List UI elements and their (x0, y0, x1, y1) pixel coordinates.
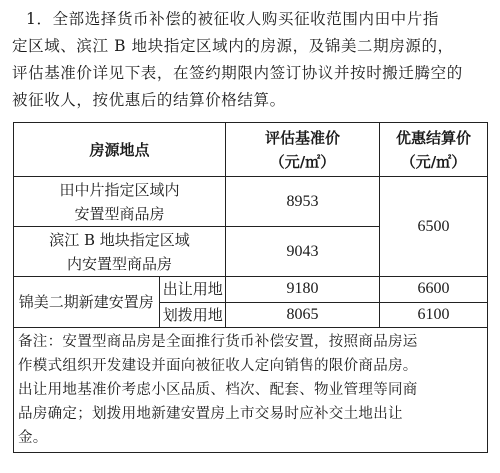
base-price-allocated: 8065 (286, 305, 319, 323)
table-header-row (14, 123, 488, 177)
land-type-allocated: 划拨用地 (162, 305, 223, 324)
jinmei-base-price-cell (226, 277, 380, 328)
price-table (13, 122, 488, 453)
header-base-price: 评估基准价 （元/㎡） (226, 123, 380, 177)
paragraph-line: 被征收人，按优惠后的结算价格结算。 (12, 91, 286, 109)
note-line: 作模式组织开发建设并面向被征收人定向销售的限价商品房。 (18, 358, 418, 374)
note-line: 出让用地基准价考虑小区品质、档次、配套、物业管理等同商 (18, 382, 418, 398)
paragraph-line: 评估基准价详见下表，在签约期限内签订协议并按时搬迁腾空的 (12, 64, 463, 82)
header-location: 房源地点 (14, 123, 226, 177)
header-discount-price: 优惠结算价 （元/㎡） (380, 123, 488, 177)
base-price-granted: 9180 (226, 277, 379, 302)
note-line: 备注：安置型商品房是全面推行货币补偿安置，按照商品房运 (18, 334, 418, 350)
table-note-row (14, 328, 488, 453)
shared-discount-price: 6500 (380, 177, 488, 277)
land-type-granted: 出让用地 (159, 277, 226, 302)
jinmei-subtable (14, 277, 226, 327)
table-row-jinmei (14, 277, 488, 328)
note-line: 金。 (18, 430, 48, 446)
discount-price-granted: 6600 (380, 277, 487, 302)
note-line: 品房确定；划拨用地新建安置房上市交易时应补交土地出让 (18, 406, 403, 422)
row-base-price: 8953 (226, 177, 380, 227)
jinmei-location-cell (14, 277, 226, 328)
paragraph-line: 定区域、滨江 B 地块指定区域内的房源，及锦美二期房源的， (12, 37, 454, 55)
jinmei-location: 锦美二期新建安置房 (14, 277, 159, 327)
table-note (14, 328, 488, 453)
paragraph-line: 1．全部选择货币补偿的被征收人购买征收范围内田中片指 (26, 10, 439, 28)
discount-price-allocated: 6100 (417, 305, 450, 323)
row-base-price: 9043 (226, 227, 380, 277)
policy-paragraph (12, 6, 490, 114)
table-row (14, 177, 488, 227)
row-location: 田中片指定区域内 安置型商品房 (14, 177, 226, 227)
jinmei-discount-price-cell (380, 277, 488, 328)
row-location: 滨江 B 地块指定区域 内安置型商品房 (14, 227, 226, 277)
